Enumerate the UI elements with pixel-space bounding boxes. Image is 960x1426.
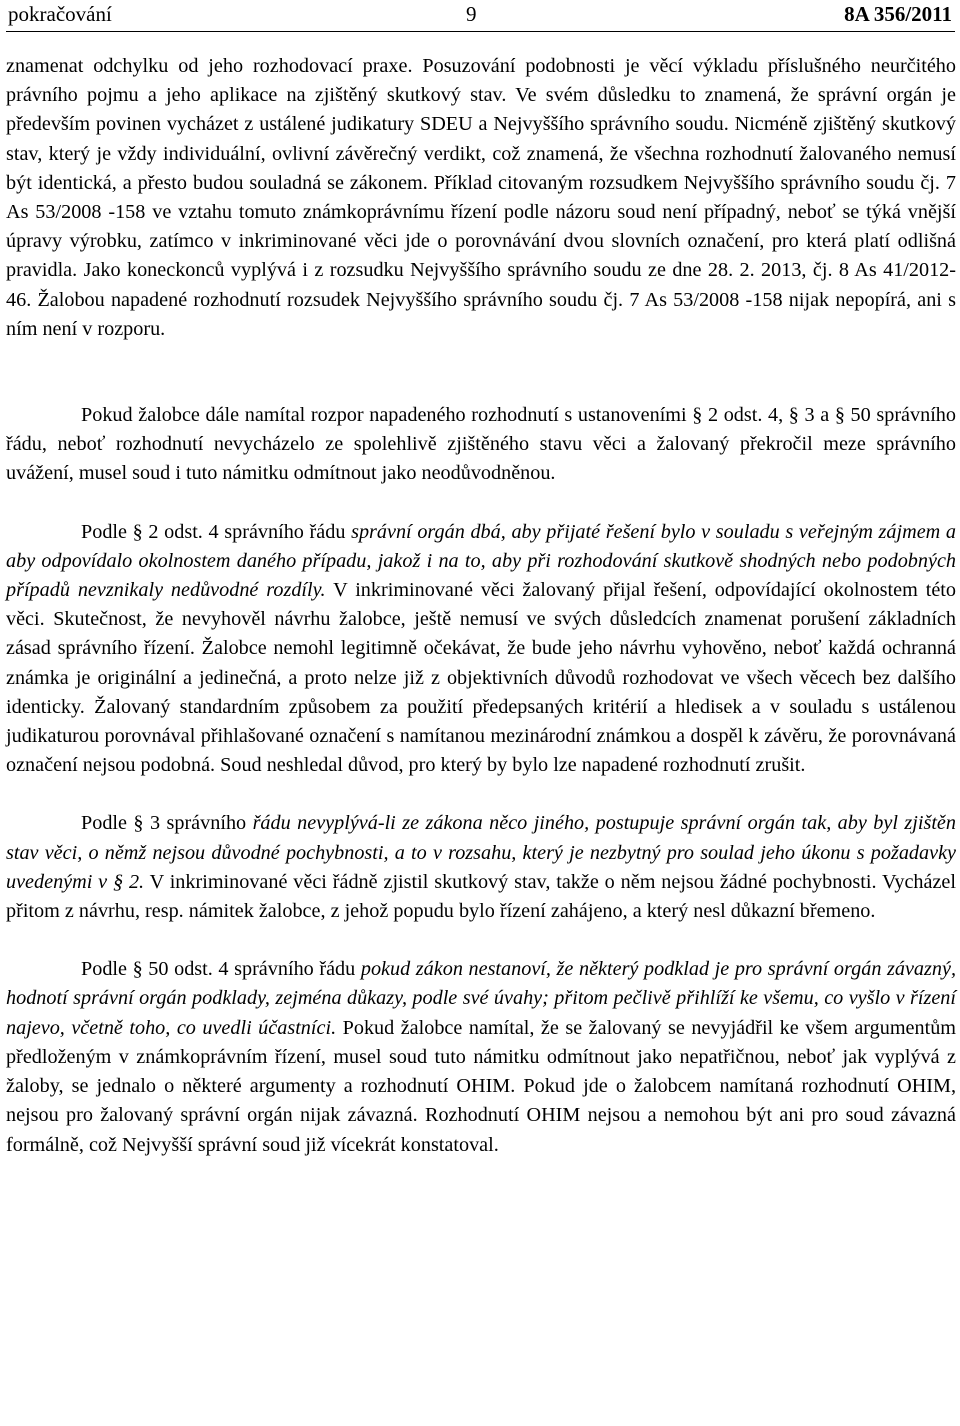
- paragraph-3: [6, 518, 956, 781]
- paragraph-1-text-c: Žalobou napadené rozhodnutí rozsudek Nejvyššího správního soudu čj. 7 As 53/2008 -158 nijak nepopírá, ani s ním není v rozporu.: [6, 288, 956, 340]
- paragraph-3-quote: správní orgán dbá, aby přijaté řešení bylo v souladu s veřejným zájmem a aby odpovídalo okolnostem daného případu, jakož i na to, aby při rozhodování skutkově shodných nebo podobných případů nevznikaly nedůvodné rozdíly.: [6, 520, 956, 602]
- document-body: [6, 52, 956, 1160]
- paragraph-5-intro: Podle § 50 odst. 4 správního řádu: [81, 958, 361, 981]
- paragraph-4-rest: V inkriminované věci řádně zjistil skutkový stav, takže o něm nejsou žádné pochybnosti. Vycházel přitom z návrhu, resp. námitek žalobce, z jehož popudu bylo řízení zahájeno, a který nesl důkazní břemeno.: [6, 870, 956, 923]
- paragraph-3-rest: V inkriminované věci žalovaný přijal řešení, odpovídající okolnostem této věci. Skutečnost, že nevyhověl návrhu žalobce, ještě nemusí ve svých důsledcích znamenat porušení základních zásad správního řízení. Žalobce nemohl legitimně očekávat, že bude jeho návrhu vyhověno, neboť každá ochranná známka je originální a jedinečná, a proto nelze již z objektivních důvodů rozhodovat ve všech věcech bez dalšího identicky. Žalovaný standardním způsobem za použití předepsaných kritérií a hledisek a v souladu s ustálenou judikaturou porovnával přihlašované označení s namítanou mezinárodní známkou a dospěl k závěru, že porovnávaná označení nejsou podobná. Soud neshledal důvod, pro který by bylo lze napadené rozhodnutí zrušit.: [6, 579, 956, 777]
- header-continuation-label: pokračování: [8, 2, 112, 26]
- page-number: 9: [466, 2, 477, 26]
- paragraph-4: [6, 809, 956, 926]
- paragraph-4-quote: řádu nevyplývá-li ze zákona něco jiného, postupuje správní orgán tak, aby byl zjištěn stav věci, o němž nejsou důvodné pochybnosti, a to v rozsahu, který je nezbytný pro soulad jeho úkonu s požadavky uvedenými v § 2.: [6, 812, 956, 893]
- paragraph-5-rest: Pokud žalobce namítal, že se žalovaný se nevyjádřil ke všem argumentům předloženým v známkoprávním řízení, musel soud tuto námitku odmítnout jako nepatřičnou, neboť jak vyplývá z žaloby, se jednalo o některé argumenty a rozhodnutí OHIM. Pokud jde o žalobcem namítaná rozhodnutí OHIM, nejsou pro žalovaný správní orgán nijak závazná. Rozhodnutí OHIM nejsou a nemohou být ani pro soud závazná formálně, což Nejvyšší správní soud již vícekrát konstatoval.: [6, 1016, 956, 1156]
- paragraph-1-text-a: znamenat odchylku od jeho rozhodovací praxe. Posuzování podobnosti je věcí výkladu příslušného neurčitého právního pojmu a jeho aplikace na zjištěný skutkový stav. Ve svém důsledku to znamená, že správní orgán je především povinen vycházet z ustálené judikatury SDEU a Nejvyššího správního soudu. Nicméně zjištěný skutkový stav, který je vždy individuální, ovlivní závěrečný verdikt, což znamená, že všechna rozhodnutí žalovaného nemusí být identická, a přesto budou souladná se zákonem.: [6, 55, 956, 194]
- paragraph-1-text-b: Příklad citovaným rozsudkem Nejvyššího správního soudu čj. 7 As 53/2008 -158 ve vztahu tomuto známkoprávnímu řízení podle názoru soud není případný, neboť se týká vnější úpravy výrobku, zatímco v inkriminované věci jde o porovnávání dvou slovních označení, pro která platí odlišná pravidla. Jako koneckonců vyplývá i z rozsudku Nejvyššího správního soudu ze dne 28. 2. 2013, čj. 8 As 41/2012-46.: [6, 171, 956, 311]
- paragraph-4-intro: Podle § 3 správního: [81, 812, 253, 835]
- header-divider: [6, 31, 955, 32]
- paragraph-2: Pokud žalobce dále namítal rozpor napadeného rozhodnutí s ustanoveními § 2 odst. 4, § 3 a § 50 správního řádu, neboť rozhodnutí nevycházelo ze spolehlivě zjištěného stavu věci a žalovaný překročil meze správního uvážení, musel soud i tuto námitku odmítnout jako neodůvodněnou.: [6, 404, 956, 485]
- case-number: 8A 356/2011: [844, 2, 952, 26]
- page-header: [0, 0, 960, 34]
- paragraph-5-quote: pokud zákon nestanoví, že některý podklad je pro správní orgán závazný, hodnotí správní orgán podklady, zejména důkazy, podle své úvahy; přitom pečlivě přihlíží ke všemu, co vyšlo v řízení najevo, včetně toho, co uvedli účastníci.: [6, 958, 956, 1039]
- paragraph-1: [6, 52, 956, 344]
- paragraph-3-intro: Podle § 2 odst. 4 správního řádu: [81, 520, 352, 543]
- paragraph-5: [6, 955, 956, 1159]
